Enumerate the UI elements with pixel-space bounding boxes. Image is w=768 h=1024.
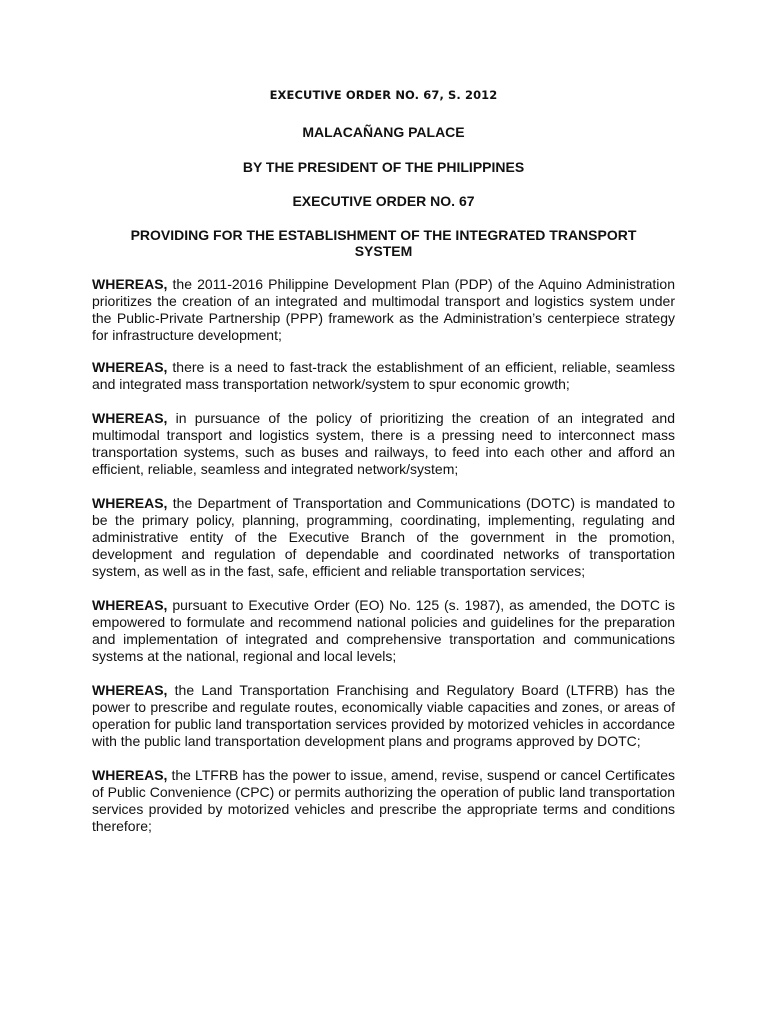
- document-reference: EXECUTIVE ORDER NO. 67, S. 2012: [269, 88, 498, 102]
- whereas-label: WHEREAS,: [92, 682, 168, 698]
- whereas-paragraph: [92, 410, 675, 478]
- paragraph-text: in pursuance of the policy of prioritizing the creation of an integrated and multimodal transport and logistics system, there is a pressing need to interconnect mass transportation systems, such as buses and railways, to feed into each other and afford an efficient, reliable, seamless and integrated network/system;: [92, 410, 675, 477]
- paragraph-text: pursuant to Executive Order (EO) No. 125 (s. 1987), as amended, the DOTC is empowered to formulate and recommend national policies and guidelines for the preparation and implementation of integrated and comprehensive transportation and communications systems at the national, regional and local levels;: [92, 597, 675, 664]
- whereas-label: WHEREAS,: [92, 276, 168, 292]
- whereas-paragraph: [92, 767, 675, 835]
- whereas-label: WHEREAS,: [92, 597, 168, 613]
- whereas-label: WHEREAS,: [92, 767, 168, 783]
- paragraph-text: the Land Transportation Franchising and Regulatory Board (LTFRB) has the power to prescribe and regulate routes, economically viable capacities and zones, or areas of operation for public land transportation services provided by motorized vehicles in accordance with the public land transportation development plans and programs approved by DOTC;: [92, 682, 675, 749]
- whereas-paragraph: [92, 597, 675, 665]
- whereas-label: WHEREAS,: [92, 359, 168, 375]
- order-number-heading: EXECUTIVE ORDER NO. 67: [292, 193, 475, 209]
- paragraph-text: the Department of Transportation and Communications (DOTC) is mandated to be the primary policy, planning, programming, coordinating, implementing, regulating and administrative entity of the Executive Branch of the government in the promotion, development and regulation of dependable and coordinated networks of transportation system, as well as in the fast, safe, efficient and reliable transportation services;: [92, 495, 675, 579]
- order-title: PROVIDING FOR THE ESTABLISHMENT OF THE INTEGRATED TRANSPORT SYSTEM: [130, 227, 637, 259]
- whereas-paragraph: [92, 682, 675, 750]
- whereas-label: WHEREAS,: [92, 410, 168, 426]
- whereas-paragraph: [92, 359, 675, 393]
- issuer-heading: BY THE PRESIDENT OF THE PHILIPPINES: [242, 159, 525, 175]
- paragraph-text: there is a need to fast-track the establishment of an efficient, reliable, seamless and integrated mass transportation network/system to spur economic growth;: [92, 359, 675, 392]
- paragraph-text: the LTFRB has the power to issue, amend, revise, suspend or cancel Certificates of Public Convenience (CPC) or permits authorizing the operation of public land transportation services provided by motorized vehicles and prescribe the appropriate terms and conditions therefore;: [92, 767, 675, 834]
- paragraph-text: the 2011-2016 Philippine Development Plan (PDP) of the Aquino Administration prioritizes the creation of an integrated and multimodal transport and logistics system under the Public-Private Partnership (PPP) framework as the Administration’s centerpiece strategy for infrastructure development;: [92, 276, 675, 343]
- document-body: [92, 276, 675, 851]
- whereas-paragraph: [92, 276, 675, 344]
- palace-heading: MALACAÑANG PALACE: [302, 124, 465, 140]
- whereas-label: WHEREAS,: [92, 495, 168, 511]
- whereas-paragraph: [92, 495, 675, 580]
